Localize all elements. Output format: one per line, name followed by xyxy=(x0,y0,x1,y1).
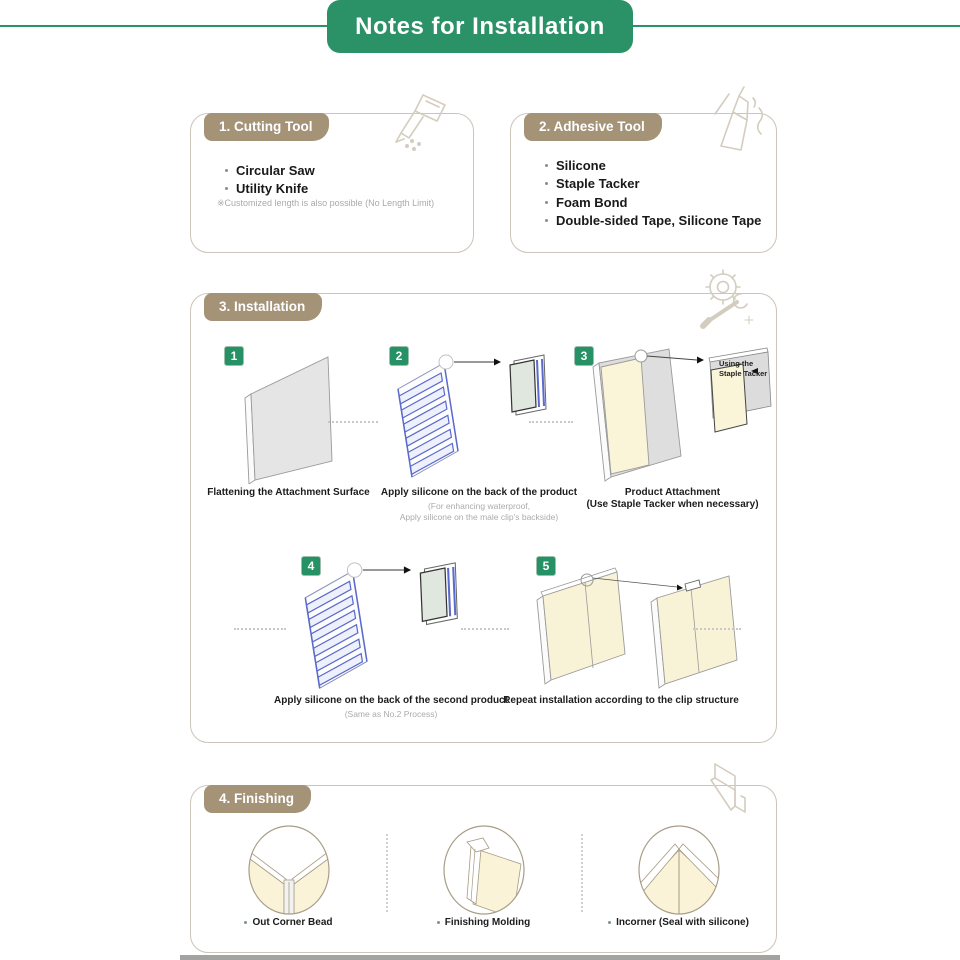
bullet-icon xyxy=(608,921,611,924)
out-corner-bead-illustration xyxy=(244,822,334,918)
bullet-icon xyxy=(545,219,548,222)
out-corner-bead-caption: Out Corner Bead xyxy=(191,917,386,928)
gear-wrench-icon xyxy=(691,266,761,332)
dotted-separator xyxy=(234,628,286,630)
adhesive-tool-list xyxy=(545,156,761,230)
silicone-tube-icon xyxy=(701,84,773,156)
section-installation xyxy=(190,293,777,743)
incorner-caption: Incorner (Seal with silicone) xyxy=(581,917,776,928)
list-item: Double-sided Tape, Silicone Tape xyxy=(545,212,761,231)
cutting-note: ※Customized length is also possible (No Length Limit) xyxy=(217,198,435,208)
step-3-badge: 3 xyxy=(574,346,594,366)
finishing-molding-illustration xyxy=(439,822,529,918)
bullet-icon xyxy=(545,182,548,185)
step-2-badge: 2 xyxy=(389,346,409,366)
list-item: Circular Saw xyxy=(225,161,315,180)
cutting-tool-list xyxy=(225,161,315,198)
section-adhesive-tool xyxy=(510,113,777,253)
step-4-caption: Apply silicone on the back of the second product (Same as No.2 Process) xyxy=(274,695,508,719)
step-2-caption: Apply silicone on the back of the product (For enhancing waterproof, Apply silicone on the male clip's backside) xyxy=(380,487,578,522)
cutting-tool-label: 1. Cutting Tool xyxy=(204,113,329,141)
staple-tacker-annotation: Using the Staple Tacker xyxy=(719,359,768,378)
dashed-separator xyxy=(386,834,388,912)
dotted-separator xyxy=(529,421,573,423)
section-cutting-tool xyxy=(190,113,474,253)
dotted-separator xyxy=(693,628,741,630)
step-1-badge: 1 xyxy=(224,346,244,366)
bullet-icon xyxy=(545,164,548,167)
list-item: Silicone xyxy=(545,156,761,175)
dashed-separator xyxy=(581,834,583,912)
finishing-molding-caption: Finishing Molding xyxy=(386,917,581,928)
step-2-silicone-illustration xyxy=(386,349,571,484)
step-1-caption: Flattening the Attachment Surface xyxy=(207,487,370,498)
bullet-icon xyxy=(225,169,228,172)
bullet-icon xyxy=(437,921,440,924)
page-title-badge xyxy=(327,0,633,53)
step-4-silicone-illustration xyxy=(293,556,483,696)
bullet-icon xyxy=(545,201,548,204)
adhesive-tool-label: 2. Adhesive Tool xyxy=(524,113,662,141)
page-title: Notes for Installation xyxy=(355,12,605,40)
utility-knife-icon xyxy=(379,92,457,156)
bullet-icon xyxy=(244,921,247,924)
bullet-icon xyxy=(225,187,228,190)
installation-label: 3. Installation xyxy=(204,293,322,321)
dotted-separator xyxy=(328,421,378,423)
list-item: Foam Bond xyxy=(545,193,761,212)
corner-molding-icon xyxy=(701,758,759,818)
section-finishing xyxy=(190,785,777,953)
step-1-panel-illustration xyxy=(226,349,376,484)
step-5-badge: 5 xyxy=(536,556,556,576)
list-item: Utility Knife xyxy=(225,180,315,199)
step-4-badge: 4 xyxy=(301,556,321,576)
incorner-illustration xyxy=(634,822,724,918)
dotted-separator xyxy=(461,628,509,630)
finishing-label: 4. Finishing xyxy=(204,785,311,813)
step-5-caption: Repeat installation according to the clip structure xyxy=(503,695,739,706)
list-item: Staple Tacker xyxy=(545,175,761,194)
step-3-caption: Product Attachment (Use Staple Tacker when necessary) xyxy=(586,487,759,510)
next-section-edge xyxy=(180,955,780,960)
step-5-clip-illustration xyxy=(529,554,767,692)
